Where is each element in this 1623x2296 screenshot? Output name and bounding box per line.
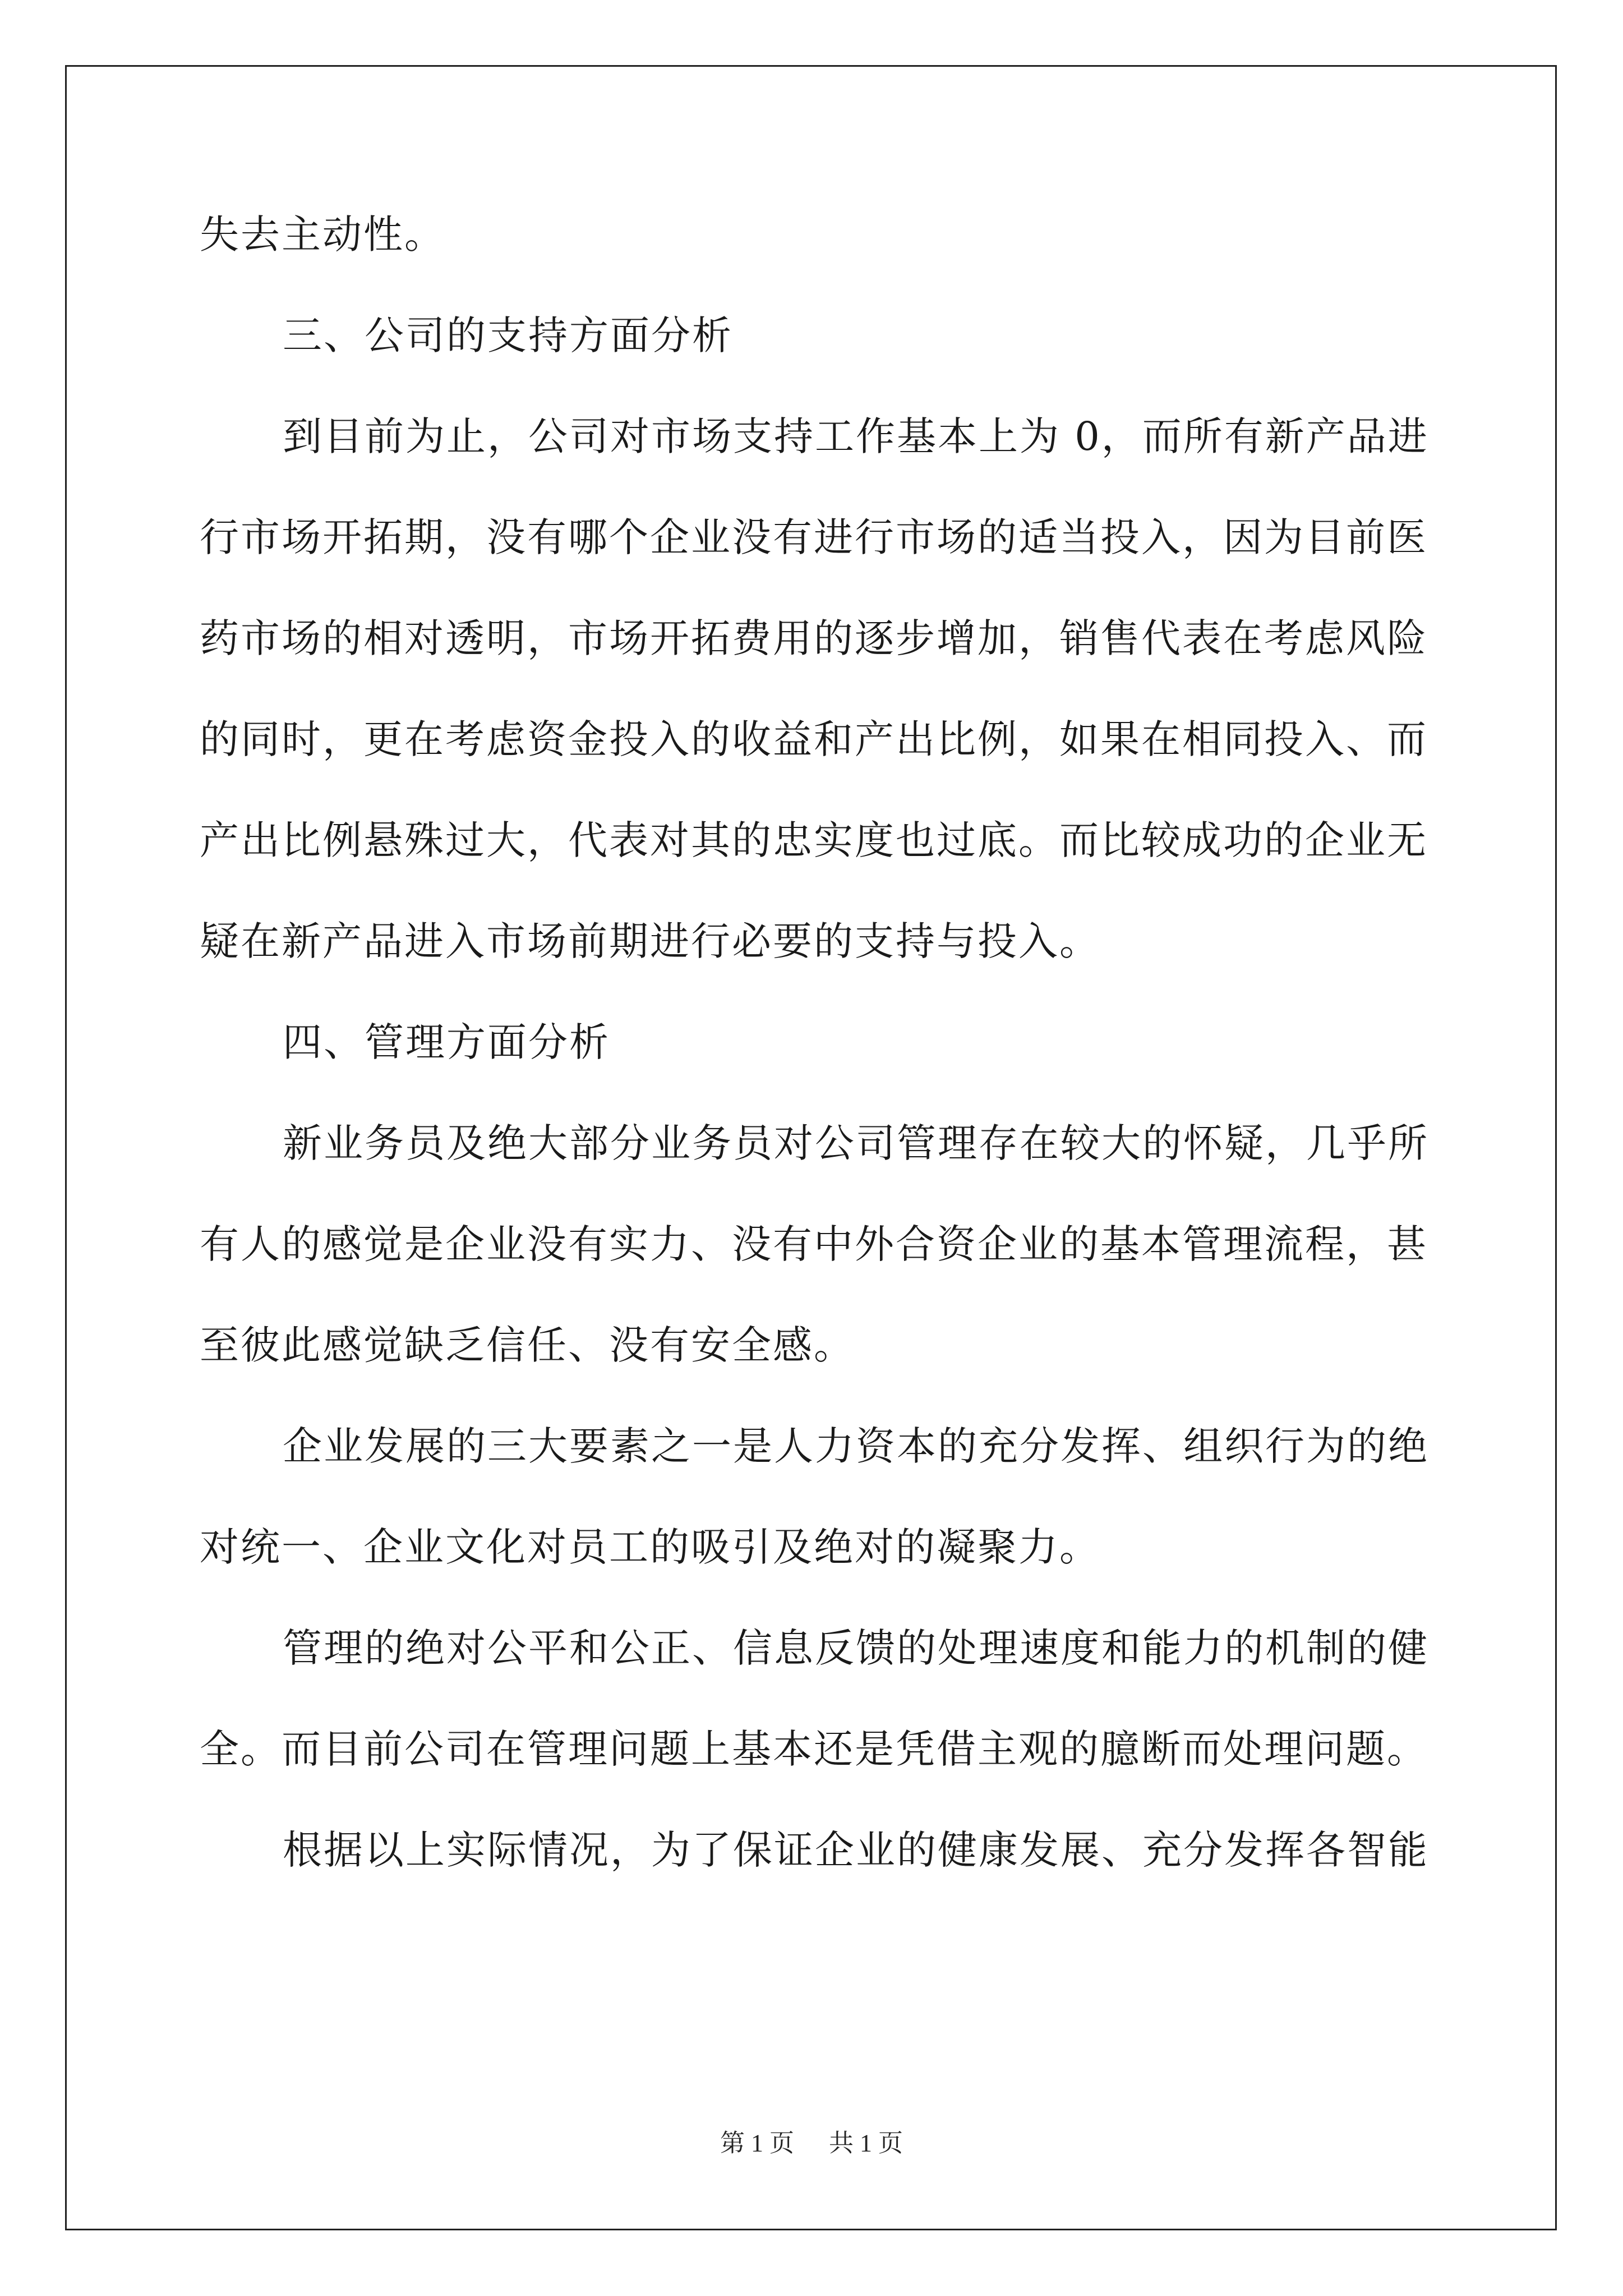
text-line: 至彼此感觉缺乏信任、没有安全感。 bbox=[200, 1322, 855, 1368]
text-line: 行市场开拓期，没有哪个企业没有进行市场的适当投入，因为目前医 bbox=[200, 514, 1428, 560]
page-footer bbox=[0, 2123, 1623, 2159]
text-line: 药市场的相对透明，市场开拓费用的逐步增加，销售代表在考虑风险 bbox=[200, 615, 1428, 661]
text-line: 疑在新产品进入市场前期进行必要的支持与投入。 bbox=[200, 918, 1100, 964]
text-line: 有人的感觉是企业没有实力、没有中外合资企业的基本管理流程，甚 bbox=[200, 1221, 1428, 1267]
total-pages: 共 1 页 bbox=[829, 2129, 903, 2157]
text-line: 全。而目前公司在管理问题上基本还是凭借主观的臆断而处理问题。 bbox=[200, 1726, 1428, 1772]
text-line: 新业务员及绝大部分业务员对公司管理存在较大的怀疑，几乎所 bbox=[283, 1120, 1429, 1166]
text-line: 根据以上实际情况，为了保证企业的健康发展、充分发挥各智能 bbox=[283, 1827, 1429, 1873]
page-number: 第 1 页 bbox=[720, 2129, 794, 2157]
text-line: 的同时，更在考虑资金投入的收益和产出比例，如果在相同投入、而 bbox=[200, 716, 1428, 762]
section-heading: 三、公司的支持方面分析 bbox=[283, 312, 733, 358]
text-line: 企业发展的三大要素之一是人力资本的充分发挥、组织行为的绝 bbox=[283, 1423, 1429, 1469]
text-line: 对统一、企业文化对员工的吸引及绝对的凝聚力。 bbox=[200, 1524, 1100, 1570]
text-line: 管理的绝对公平和公正、信息反馈的处理速度和能力的机制的健 bbox=[283, 1625, 1429, 1671]
text-line: 失去主动性。 bbox=[200, 211, 445, 257]
text-line: 到目前为止，公司对市场支持工作基本上为 0，而所有新产品进 bbox=[283, 413, 1429, 459]
section-heading: 四、管理方面分析 bbox=[283, 1019, 610, 1065]
text-line: 产出比例悬殊过大，代表对其的忠实度也过底。而比较成功的企业无 bbox=[200, 817, 1428, 863]
